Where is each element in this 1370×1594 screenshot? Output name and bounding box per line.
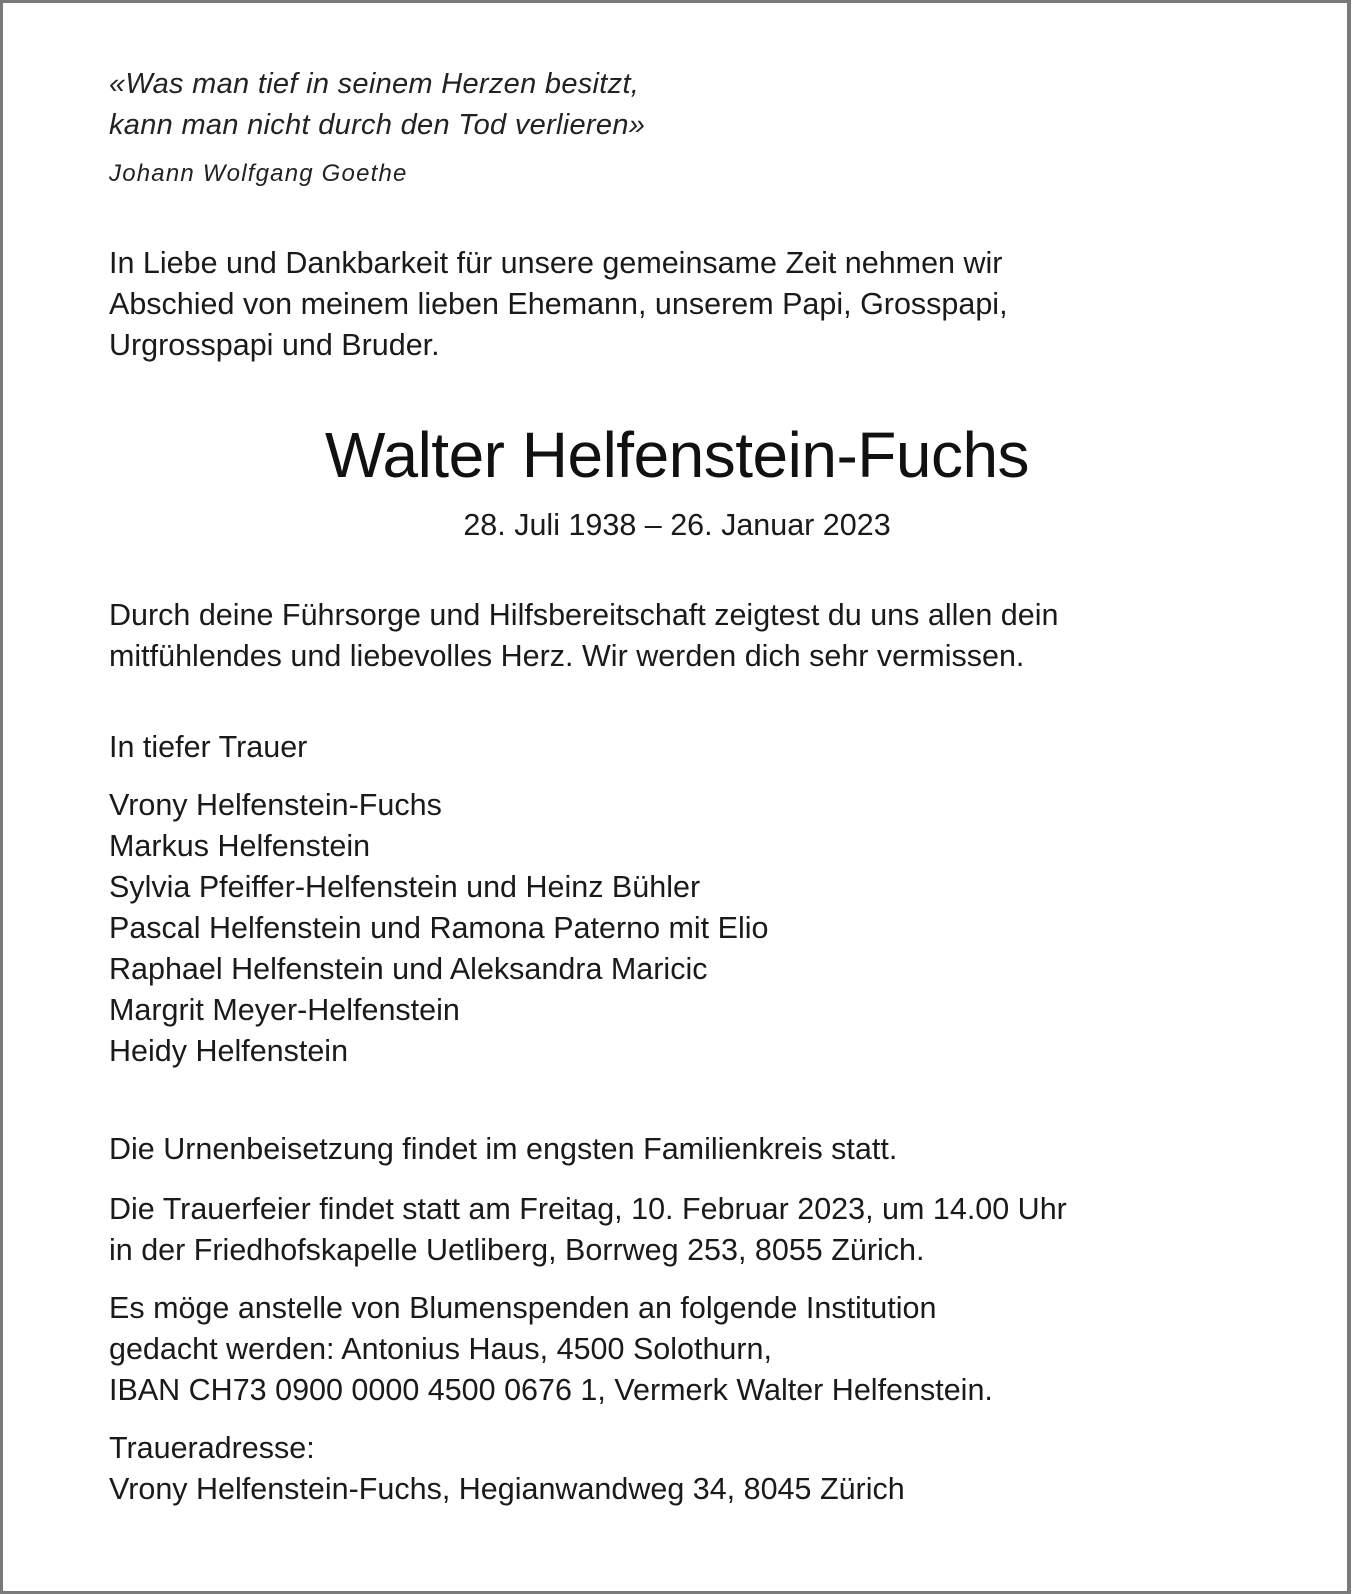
mourner-name: Sylvia Pfeiffer-Helfenstein und Heinz Bühler xyxy=(109,870,701,904)
ceremony-notice xyxy=(109,1189,1067,1271)
mourner-name: Margrit Meyer-Helfenstein xyxy=(109,993,460,1027)
intro-paragraph xyxy=(109,243,1008,366)
tribute-line: mitfühlendes und liebevolles Herz. Wir werden dich sehr vermissen. xyxy=(109,639,1025,673)
mourner-name: Heidy Helfenstein xyxy=(109,1034,349,1068)
burial-line: Die Urnenbeisetzung findet im engsten Familienkreis statt. xyxy=(109,1132,898,1166)
intro-line: Urgrosspapi und Bruder. xyxy=(109,328,440,362)
donation-line: Es möge anstelle von Blumenspenden an folgende Institution xyxy=(109,1291,937,1325)
motto-quote xyxy=(109,64,645,146)
donation-line: IBAN CH73 0900 0000 4500 0676 1, Vermerk Walter Helfenstein. xyxy=(109,1373,993,1407)
tribute-paragraph xyxy=(109,595,1058,677)
intro-line: Abschied von meinem lieben Ehemann, unserem Papi, Grosspapi, xyxy=(109,287,1008,321)
mourning-address xyxy=(109,1428,905,1510)
mourner-name: Vrony Helfenstein-Fuchs xyxy=(109,788,442,822)
life-dates: 28. Juli 1938 – 26. Januar 2023 xyxy=(463,508,891,542)
ceremony-line: in der Friedhofskapelle Uetliberg, Borrweg 253, 8055 Zürich. xyxy=(109,1233,925,1267)
mourner-name: Markus Helfenstein xyxy=(109,829,371,863)
ceremony-line: Die Trauerfeier findet statt am Freitag, 10. Februar 2023, um 14.00 Uhr xyxy=(109,1192,1067,1226)
intro-line: In Liebe und Dankbarkeit für unsere gemeinsame Zeit nehmen wir xyxy=(109,246,1003,280)
deceased-name: Walter Helfenstein-Fuchs xyxy=(324,419,1030,491)
mourner-name: Raphael Helfenstein und Aleksandra Maricic xyxy=(109,952,708,986)
motto-line: kann man nicht durch den Tod verlieren» xyxy=(109,109,646,141)
address-label: Traueradresse: xyxy=(109,1431,315,1465)
motto-author: Johann Wolfgang Goethe xyxy=(109,160,408,187)
tribute-line: Durch deine Führsorge und Hilfsbereitschaft zeigtest du uns allen dein xyxy=(109,598,1059,632)
mourners-list xyxy=(109,785,769,1072)
burial-notice xyxy=(109,1129,897,1170)
mourning-label: In tiefer Trauer xyxy=(109,730,308,764)
donation-notice xyxy=(109,1288,993,1411)
motto-line: «Was man tief in seinem Herzen besitzt, xyxy=(109,68,640,100)
address-value: Vrony Helfenstein-Fuchs, Hegianwandweg 34, 8045 Zürich xyxy=(109,1472,905,1506)
donation-line: gedacht werden: Antonius Haus, 4500 Solothurn, xyxy=(109,1332,772,1366)
mourner-name: Pascal Helfenstein und Ramona Paterno mit Elio xyxy=(109,911,769,945)
